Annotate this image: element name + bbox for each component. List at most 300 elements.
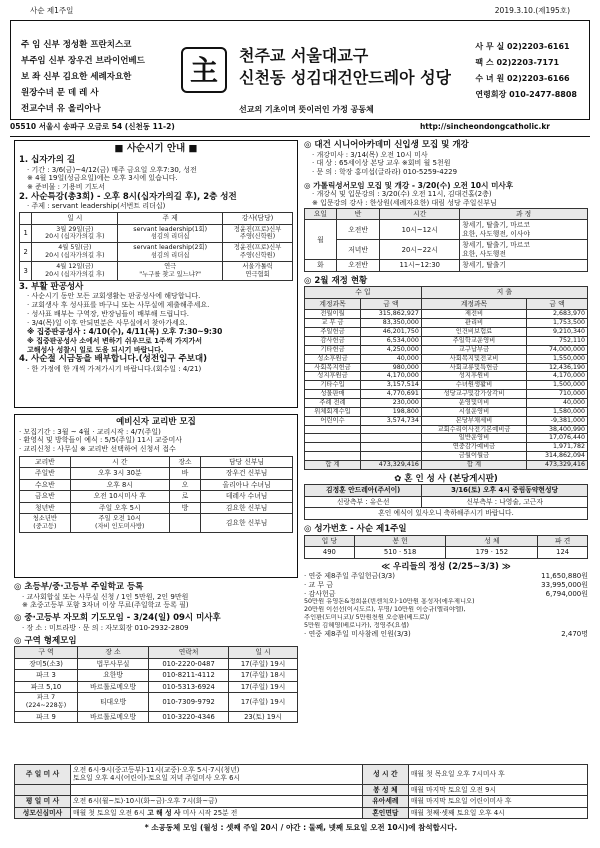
th: 금 액	[527, 298, 588, 309]
td: 40,000	[361, 354, 422, 363]
td: 전월이월	[305, 310, 361, 319]
td: 파크 7 (224~228동)	[15, 693, 78, 712]
td: 방	[169, 502, 200, 513]
td: 올리아나 수녀님	[201, 479, 293, 490]
td: 46,201,750	[361, 328, 422, 337]
senior-line: · 대 상 : 65세이상 본당 교우 ※회비 월 5천원	[312, 159, 451, 168]
td: 4,770,691	[361, 390, 422, 399]
td: 1,550,000	[527, 354, 588, 363]
td: 2	[20, 243, 32, 262]
wedding-title: ✿ 혼 인 성 사 (본당게시판)	[394, 473, 498, 484]
td: 연극 "누구를 찾고 있느냐?"	[118, 262, 223, 281]
td: 관리비	[421, 319, 526, 328]
td: 230,000	[361, 398, 422, 407]
td	[361, 452, 422, 461]
bible-section	[304, 181, 588, 272]
table-row	[305, 240, 588, 260]
td: 성물판매	[305, 390, 361, 399]
mass-label: 고 해 성 사	[147, 808, 181, 817]
td: 티대오방	[78, 693, 149, 712]
td: 83,350,000	[361, 319, 422, 328]
td: 010-7309-9792	[149, 693, 229, 712]
youth-title: ◎ 초등부/중·고등부 주일학교 등록	[14, 582, 144, 592]
groups-section	[14, 636, 298, 724]
td: 바르톨로메오방	[78, 681, 149, 692]
td	[71, 807, 363, 818]
td: 사회복지및전교비	[421, 354, 526, 363]
lent-box	[14, 140, 298, 408]
offering-label: · 연중 제8주일 미사참례 인원(3/3)	[304, 629, 411, 638]
contact-list	[475, 39, 577, 103]
catechumen-table	[19, 456, 293, 533]
td: 1,500,000	[527, 381, 588, 390]
td: 주일 오후 5시	[70, 502, 169, 513]
td: 금월이월금	[421, 452, 526, 461]
table-row	[15, 681, 298, 692]
table-row	[20, 262, 293, 281]
table-row	[20, 514, 293, 533]
td: 752,110	[527, 336, 588, 345]
lent-line: ※ 집중판공성사 소에서 변하기 쉬우므로 1주씩 가지가서	[27, 336, 203, 345]
offering-note: 5만원 김혜영(베로니카), 정영주(요셉)	[304, 621, 409, 629]
td: 매월 마지막 토요일 어린이미사 후	[408, 796, 587, 807]
td: 198,800	[361, 407, 422, 416]
offering-line	[304, 572, 588, 581]
th: 시 간	[70, 456, 169, 467]
table-row	[305, 425, 588, 434]
td: 신랑측부 : 유은선	[305, 496, 422, 507]
offering-note: 50만원 유영돈&정희윤(빈센치오)·10만원 홍성자(에우제니오)	[304, 598, 475, 606]
lent-line: · 한 가정에 한 개씩 가져가시기 바랍니다.(회수일 : 4/21)	[27, 364, 202, 373]
td: servant leadership(1회) 섬김의 리더십	[118, 224, 223, 243]
mass-schedule	[14, 764, 588, 833]
offering-note: 주인환(도미니코)/ 5만원천원 오승환(베드로)/	[304, 614, 430, 622]
td	[305, 443, 361, 452]
td: servant leadership(2회) 섬김의 리더십	[118, 243, 223, 262]
senior-line: · 개강미사 : 3/14(목) 오전 10시 미사	[312, 150, 428, 159]
table-row	[305, 407, 588, 416]
td: 주일헌금	[305, 328, 361, 337]
table-row	[305, 260, 588, 271]
td: 합 계	[305, 460, 361, 469]
td: 3,157,514	[361, 381, 422, 390]
table-row	[305, 328, 588, 337]
wedding-table	[304, 484, 588, 519]
td: 오전반	[336, 220, 379, 240]
lent-line: · 사순시기 동안 모든 교회생활는 판공성사에 해당합니다.	[27, 292, 201, 301]
lent-line: 고해성사 성찰시 일로 도움 되시기 바랍니다.	[27, 345, 164, 354]
td: 510 · 518	[354, 547, 446, 558]
td: 교회수리이사전기본예비금	[421, 425, 526, 434]
th: 장 소	[78, 647, 149, 658]
clergy-line: 주 임 신부 정성환 프란치스코	[21, 40, 132, 50]
td: 교 무 금	[305, 319, 361, 328]
mass-text: 매월 첫 토요일 오전 6시	[73, 808, 146, 817]
lent-line: · 주제 : servant leadership(서번트 리더십)	[27, 202, 166, 211]
parish-logo-icon: 主	[181, 47, 227, 93]
th: 일 시	[229, 647, 298, 658]
contact-fax: 팩 스 02)2203-7171	[475, 58, 560, 67]
left-column	[14, 140, 298, 723]
td: 주일학교운영비	[421, 336, 526, 345]
td: 김정훈 안드레아(주서이)	[305, 485, 422, 496]
td: 수녀원생활비	[421, 381, 526, 390]
td: 요한방	[78, 670, 149, 681]
lent-line: · 성사표 배부는 구역장, 반장님들이 배부해 드립니다.	[27, 309, 190, 318]
td: 김요한 신부님	[201, 514, 293, 533]
td: 제전비	[421, 310, 526, 319]
th: 교리반	[20, 456, 71, 467]
td	[361, 443, 422, 452]
finance-title: ◎ 2월 재정 현황	[304, 275, 368, 286]
td: 바르톨로메오방	[78, 711, 149, 722]
issue-week: 사순 제1주일	[30, 6, 74, 15]
td: 창세기, 탈출기, 마르코 요한, 사도행전, 이사야	[460, 220, 588, 240]
td: 오전 6시·9시(중고등부)·11시(교중)·오후 5시·7시(청년) 토요일 오후 4시(어린이)·토요일 저녁 주일미사 오후 6시	[71, 765, 363, 785]
lent-s2: 2. 사순특강(총3회) - 오후 8시(십자가의길 후), 2층 성전	[19, 191, 237, 202]
td: 1,971,782	[527, 443, 588, 452]
td: 어린이수	[305, 416, 361, 425]
th: 금 액	[361, 298, 422, 309]
th: 계정과목	[305, 298, 361, 309]
table-row	[305, 363, 588, 372]
offering-amount: 2,470명	[561, 629, 588, 638]
td: 정윤진(프로)신부 주영(신학원)	[223, 224, 293, 243]
offering-amount: 6,794,000원	[545, 589, 588, 598]
prayer-title: ◎ 중·고등부 자모회 기도모임 - 3/24(일) 09시 미사후	[14, 613, 221, 624]
finance-table	[304, 286, 588, 469]
offering-line	[304, 590, 588, 599]
parish-motto: 선교의 기초이며 뜻이러인 가정 공동체	[239, 105, 374, 114]
senior-title: ◎ 대건 시니어아카데미 신입생 모집 및 개강	[304, 140, 469, 150]
td: 3,574,734	[361, 416, 422, 425]
table-row	[305, 416, 588, 425]
td: 124	[538, 547, 588, 558]
issue-date: 2019.3.10.(제195호)	[494, 6, 570, 15]
td: 4월 5일(금) 20시 (십자가의길 후)	[32, 243, 118, 262]
td: 청소년반 (중고등)	[20, 514, 71, 533]
table-row	[20, 243, 293, 262]
parish-line2: 신천동 성김대건안드레아 성당	[239, 68, 452, 87]
td: 980,000	[361, 363, 422, 372]
table-row	[20, 502, 293, 513]
td: 주례 전례	[305, 398, 361, 407]
td: 파크 9	[15, 711, 78, 722]
offering-section	[304, 562, 588, 639]
table-row	[305, 310, 588, 319]
bible-line: · 개강식 및 입문강의 : 3/20(수) 오전 11시, 김대건홀(2층)	[312, 190, 492, 199]
table-row	[15, 670, 298, 681]
th-num	[20, 213, 32, 224]
table-row	[15, 807, 588, 818]
td: 정윤진(프로)신부 주영(신학원)	[223, 243, 293, 262]
senior-line: · 문 의 : 학장 홍미섭(글라라) 010-5259-4229	[312, 168, 458, 177]
th: 연락처	[149, 647, 229, 658]
parish-line1: 천주교 서울대교구	[239, 46, 369, 65]
youth-section	[14, 582, 298, 610]
offering-title: ≪ 우리들의 정성 (2/25~3/3) ≫	[381, 561, 511, 572]
catechumen-line: · 모집기간 : 3월 ~ 4월 · 교리시작 : 4/7(주일)	[19, 427, 161, 436]
td: 본당부채세비	[421, 416, 526, 425]
td: 6,534,000	[361, 336, 422, 345]
td: 시설운영비	[421, 407, 526, 416]
th: 수 입	[305, 287, 422, 298]
offering-label: · 교 무 금	[304, 580, 334, 589]
th: 반	[336, 208, 379, 219]
td: 평 일 미 사	[15, 796, 71, 807]
td: 데레사 수녀님	[201, 491, 293, 502]
td: 74,000,000	[527, 345, 588, 354]
prayer-line: · 장 소 : 미트라방 · 문 의 : 자모회장 010-2932-2809	[22, 623, 189, 632]
td: 합 계	[421, 460, 526, 469]
clergy-line: 전교수녀 유 올리아나	[21, 104, 101, 114]
lent-s3: 3. 부활 판공성사	[19, 281, 84, 292]
td: 1	[20, 224, 32, 243]
td: 4,170,000	[361, 372, 422, 381]
th: 계정과목	[421, 298, 526, 309]
clergy-line: 보 좌 신부 김요한 세례자요한	[21, 72, 132, 82]
th: 장소	[169, 456, 200, 467]
hymn-title: ◎ 성가번호 - 사순 제1주일	[304, 523, 407, 534]
td: 화	[305, 260, 337, 271]
bible-line: ※ 입문강의 강사 : 한상원(세례자요한) 대림 성당 주일신부님	[312, 199, 497, 208]
td: 2,683,970	[527, 310, 588, 319]
lent-line: · 기간 : 3/6(금)~4/12(금) 매주 금요일 오후7:30, 성전	[27, 165, 197, 174]
td: 12,436,190	[527, 363, 588, 372]
td: 성당교구및감가상각비	[421, 390, 526, 399]
table-row	[305, 354, 588, 363]
offering-line	[304, 630, 588, 639]
td: 교구납부금	[421, 345, 526, 354]
td	[361, 434, 422, 443]
bible-title: ◎ 가톨릭성서모임 모집 및 개강 - 3/20(수) 오전 10시 미사후	[304, 180, 514, 190]
table-row	[305, 319, 588, 328]
offering-amount: 33,995,000원	[541, 580, 588, 589]
table-row	[20, 224, 293, 243]
offering-note: 20만원 이선선(이시도르), 무명/ 10만원 이승규(엘리야엘),	[304, 606, 466, 614]
table-row	[305, 398, 588, 407]
td: 김요한 신부님	[201, 502, 293, 513]
td: 혼인 예식이 있사오니 축하해주시기 바랍니다.	[305, 508, 588, 519]
td: 오전 6시(월~토)·10시(화~금)·오후 7시(화~금)	[71, 796, 363, 807]
table-row	[15, 796, 588, 807]
td: 성 시 간	[362, 765, 408, 785]
catechumen-box	[14, 414, 298, 578]
td: 010-5313-6924	[149, 681, 229, 692]
td: 저녁반	[336, 240, 379, 260]
td: 오	[169, 479, 200, 490]
table-row	[20, 479, 293, 490]
td: 성모신심미사	[15, 807, 71, 818]
hymn-section	[304, 524, 588, 559]
td: 기타헌금	[305, 345, 361, 354]
website-link[interactable]: http://sincheondongcatholic.kr	[419, 122, 550, 131]
right-column	[304, 140, 588, 639]
td: 10시~12시	[380, 220, 460, 240]
td: 감사헌금	[305, 336, 361, 345]
td: 월	[305, 220, 337, 260]
table-row	[305, 372, 588, 381]
parish-name	[239, 45, 451, 89]
td: 1,580,000	[527, 407, 588, 416]
table-row	[305, 452, 588, 461]
td: 11시~12:30	[380, 260, 460, 271]
td: 금요반	[20, 491, 71, 502]
address: 05510 서울시 송파구 오금로 54 (신천동 11-2)	[10, 122, 175, 131]
td: 473,329,416	[361, 460, 422, 469]
bible-table	[304, 208, 588, 272]
td: 운영및미비	[421, 398, 526, 407]
lent-line: ※ 집중판공성사 : 4/10(수), 4/11(목) 오후 7:30~9:30	[27, 327, 223, 337]
td: 20시~22시	[380, 240, 460, 260]
contact-convent: 수 녀 원 02)2203-6166	[475, 74, 570, 83]
youth-line: · 교사회합실 또는 사무실 신청 / 1인 5만원, 2인 9만원	[22, 592, 189, 601]
catechumen-line: · 환영식 및 방학들이 예식 : 5/5(주일) 11시 교중미사	[19, 436, 182, 445]
td	[71, 784, 363, 795]
table-row	[15, 693, 298, 712]
td: 4,250,000	[361, 345, 422, 354]
contact-funeral: 연령회장 010-2477-8808	[475, 90, 577, 99]
td: 법무사무실	[78, 658, 149, 669]
th: 과 정	[460, 208, 588, 219]
mass-text: 미사 시작 25분 전	[182, 808, 238, 817]
th: 주 제	[118, 213, 223, 224]
td: 314,862,094	[527, 452, 588, 461]
table-row	[305, 220, 588, 240]
td: 주일반	[20, 468, 71, 479]
td	[361, 425, 422, 434]
td: 3/16(토) 오후 4시 중림동약현성당	[422, 485, 588, 496]
td: 파크 3	[15, 670, 78, 681]
td	[305, 452, 361, 461]
catechumen-title: 예비신자 교리반 모집	[116, 417, 196, 427]
td: 청년반	[20, 502, 71, 513]
senior-section	[304, 140, 588, 177]
td: 3	[20, 262, 32, 281]
td: 23(토) 19시	[229, 711, 298, 722]
td: 473,329,416	[527, 460, 588, 469]
td: 장미5(소3)	[15, 658, 78, 669]
lent-line: ※ 준비물 : 기용비 기도서	[27, 183, 105, 191]
td: 인건비보험료	[421, 328, 526, 337]
td: 성지후원금	[305, 372, 361, 381]
finance-section	[304, 276, 588, 470]
td: 장우건 신부님	[201, 468, 293, 479]
clergy-list	[21, 37, 145, 117]
td: 오전 10시미사 후	[70, 491, 169, 502]
td	[305, 425, 361, 434]
td: 신부측부 : 나영술, 고근자	[422, 496, 588, 507]
table-header	[20, 213, 293, 224]
table-row	[305, 336, 588, 345]
td: 490	[305, 547, 355, 558]
td: 사회교류및특헌금	[421, 363, 526, 372]
td: 17(주일) 18시	[229, 670, 298, 681]
td: 38,400,990	[527, 425, 588, 434]
groups-table	[14, 646, 298, 723]
address-bar	[10, 122, 590, 134]
hymn-table	[304, 535, 588, 559]
table-row	[15, 658, 298, 669]
td	[15, 784, 71, 795]
contact-office: 사 무 실 02)2203-6161	[475, 42, 570, 51]
footer-note: * 소공동체 모임 (월성 : 셋째 주일 20시 / 야간 : 둘째, 넷째 토요일 오전 10시)에 참석합시다.	[144, 823, 458, 833]
td: 710,000	[527, 390, 588, 399]
mass-table	[14, 764, 588, 819]
td: 창세기, 탈출기, 마르코 요한, 사도행전	[460, 240, 588, 260]
masthead	[10, 20, 590, 120]
td: 로	[169, 491, 200, 502]
table-row	[20, 468, 293, 479]
lent-line: ※ 4월 19일(성금요일)에는 오후 3시에 있습니다.	[27, 174, 178, 183]
td: 성소후원금	[305, 354, 361, 363]
lent-title: ■ 사순시기 안내 ■	[114, 143, 198, 154]
table-row	[305, 390, 588, 399]
td: 17(주일) 19시	[229, 658, 298, 669]
lecture-table	[19, 212, 293, 281]
td: 9,210,340	[527, 328, 588, 337]
td: 일반운영비	[421, 434, 526, 443]
td: 유아세례	[362, 796, 408, 807]
td: 서울가톨릭 연극협회	[223, 262, 293, 281]
td: 4월 12일(금) 20시 (십자가의길 후)	[32, 262, 118, 281]
td: 창세기, 탈출기	[460, 260, 588, 271]
mass-text: 매월 첫 목요일 오후 7시미사 후	[410, 770, 505, 779]
youth-line: ※ 초중고등부 포함 3자녀 이상 무료(주일학교 등록 필)	[22, 601, 189, 610]
td: 혼인면담	[362, 807, 408, 818]
lent-s1: 1. 십자가의 길	[19, 154, 76, 165]
th: 시간	[380, 208, 460, 219]
td: 파크 5,10	[15, 681, 78, 692]
td: 주일 오전 10시 (자비 인도미사방)	[70, 514, 169, 533]
td	[169, 514, 200, 533]
th: 입 당	[305, 535, 355, 546]
th: 일 시	[32, 213, 118, 224]
issue-line	[10, 6, 590, 18]
table-row	[305, 443, 588, 452]
td: 4,170,000	[527, 372, 588, 381]
prayer-section	[14, 613, 298, 632]
td: 봉 성 체	[362, 784, 408, 795]
td	[408, 765, 587, 785]
td: 주 일 미 사	[15, 765, 71, 785]
wedding-section	[304, 474, 588, 520]
finance-total-row	[305, 460, 588, 469]
td: 17(주일) 19시	[229, 681, 298, 692]
td: 315,862,927	[361, 310, 422, 319]
td: 기타수입	[305, 381, 361, 390]
lent-line: · 3/4(목)일 이후 안되면분은 사무실에서 찾아가세요.	[27, 318, 188, 327]
offering-line	[304, 581, 588, 590]
th: 파 견	[538, 535, 588, 546]
divider	[10, 136, 590, 137]
lent-s4: 4. 사순절 시금동을 배부합니다.(성전입구 주보대)	[19, 354, 207, 365]
table-row	[305, 381, 588, 390]
td: 수요반	[20, 479, 71, 490]
table-row	[305, 434, 588, 443]
td: 40,000	[527, 398, 588, 407]
clergy-line: 부주임 신부 장우건 브라이언베드	[21, 56, 145, 66]
th: 봉 헌	[354, 535, 446, 546]
table-row	[305, 345, 588, 354]
td: 오후 3시 30분	[70, 468, 169, 479]
th: 지 출	[421, 287, 587, 298]
td: 성지후원비	[421, 372, 526, 381]
offering-amount: 11,650,880원	[541, 572, 588, 581]
td: 17(주일) 19시	[229, 693, 298, 712]
table-row	[20, 491, 293, 502]
td: 위체회계수입	[305, 407, 361, 416]
